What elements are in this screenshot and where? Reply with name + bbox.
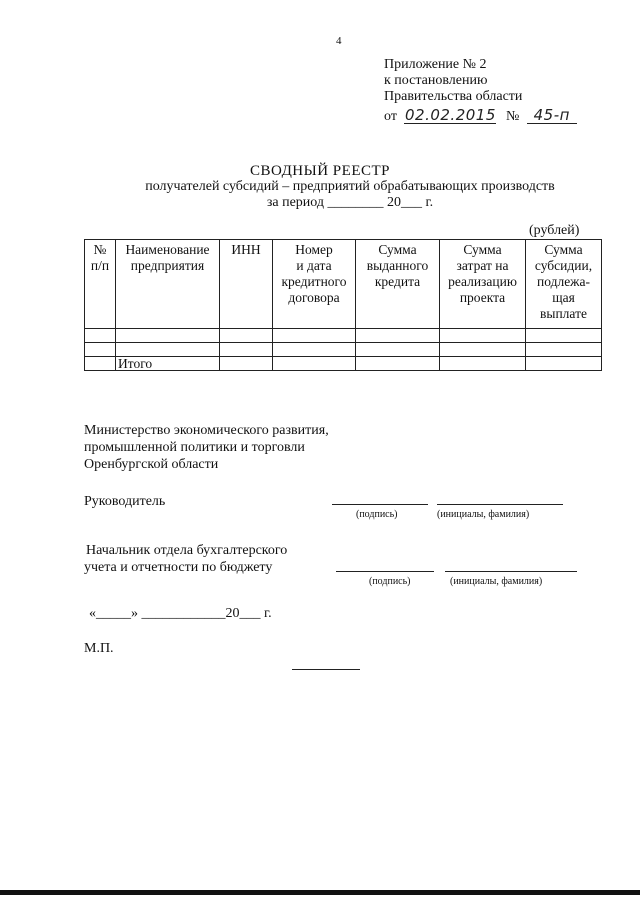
units-label: (рублей): [529, 223, 580, 238]
appendix-title: Приложение № 2: [384, 57, 487, 72]
accountant-name-line: [445, 571, 577, 572]
number-label: №: [505, 109, 520, 124]
document-subtitle: получателей субсидий – предприятий обрабатывающих производств: [145, 179, 555, 194]
ministry-line-3: Оренбургской области: [84, 457, 219, 472]
accountant-name-caption: (инициалы, фамилия): [450, 576, 543, 587]
accountant-line-2: учета и отчетности по бюджету: [84, 560, 273, 575]
col-header-inn: ИНН: [220, 240, 273, 329]
accountant-line-1: Начальник отдела бухгалтерского: [86, 543, 288, 558]
decree-number: 45-п: [527, 107, 577, 124]
table-total-row: [85, 357, 602, 371]
col-header-credit: Сумма выданного кредита: [356, 240, 440, 329]
table-row: [85, 329, 602, 343]
decree-date: 02.02.2015: [404, 106, 496, 124]
from-label: от: [384, 109, 397, 124]
ministry-line-1: Министерство экономического развития,: [84, 423, 329, 438]
col-header-contract: Номер и дата кредитного договора: [273, 240, 356, 329]
appendix-ref: к постановлению: [384, 73, 488, 88]
date-line: «_____» ____________20___ г.: [89, 606, 272, 621]
col-header-company: Наименование предприятия: [116, 240, 220, 329]
stamp-label: М.П.: [84, 641, 114, 656]
head-name-caption: (инициалы, фамилия): [437, 509, 530, 520]
table-header-row: [85, 240, 602, 329]
accountant-signature-caption: (подпись): [369, 576, 411, 587]
document-period: за период ________ 20___ г.: [266, 195, 434, 210]
appendix-date-line: [384, 107, 577, 125]
head-signature-line: [332, 504, 428, 505]
table-row: [85, 343, 602, 357]
ministry-line-2: промышленной политики и торговли: [84, 440, 305, 455]
scan-edge-bar: [0, 890, 640, 895]
appendix-government: Правительства области: [384, 89, 523, 104]
accountant-signature-line: [336, 571, 434, 572]
head-name-line: [437, 504, 563, 505]
stamp-line: [292, 669, 360, 670]
page-number: 4: [336, 35, 342, 47]
col-header-costs: Сумма затрат на реализацию проекта: [440, 240, 526, 329]
col-header-number: № п/п: [85, 240, 116, 329]
document-title: СВОДНЫЙ РЕЕСТР: [249, 163, 390, 179]
total-label: Итого: [116, 357, 220, 371]
registry-table: [84, 239, 602, 371]
col-header-subsidy: Сумма субсидии, подлежа- щая выплате: [526, 240, 602, 329]
head-signature-caption: (подпись): [356, 509, 398, 520]
head-label: Руководитель: [84, 494, 166, 509]
